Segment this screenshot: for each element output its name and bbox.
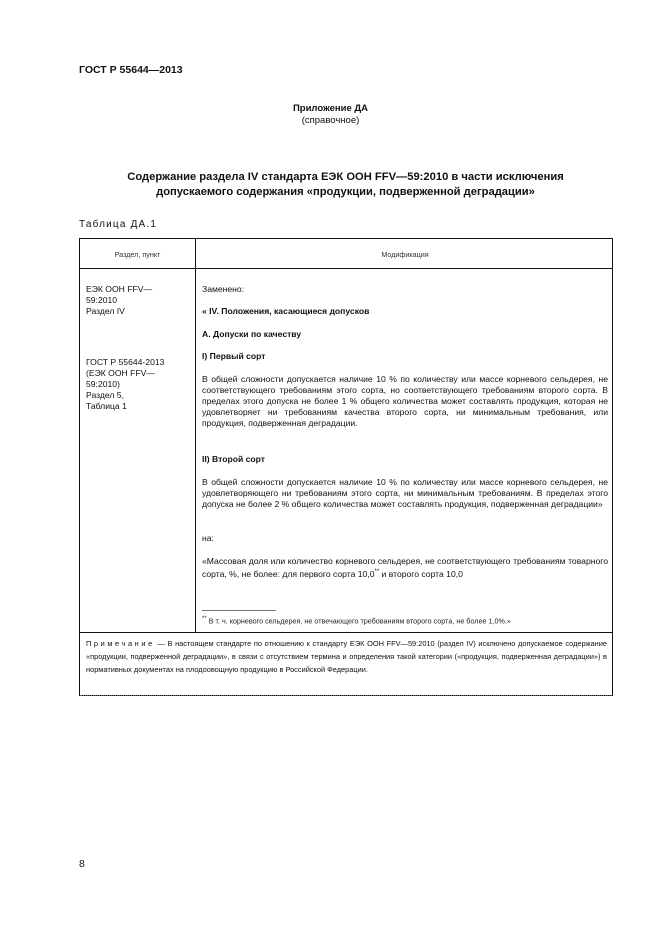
page-number: 8 bbox=[79, 858, 85, 870]
note-divider bbox=[80, 632, 612, 633]
section-ref-line: 59:2010) bbox=[86, 379, 120, 389]
grade1-paragraph: В общей сложности допускается наличие 10 % по количеству или массе корневого сельдерея, не соответствующего требованиям этого сорта, но соответствующего требованиям второго сорта. В пределах этого допуска не более 1 % общего количества может составлять продукция, которая не удовлетворяет ни требованиям качества второго сорта, ни минимальным требования, или продукция, подверженная деградации. bbox=[202, 374, 608, 429]
table-caption: Таблица ДА.1 bbox=[79, 219, 158, 230]
footnote-text: В т. ч. корневого сельдерея, не отвечающего требованиям второго сорта, не более 1,0%.» bbox=[208, 616, 511, 626]
grade1-heading: I) Первый сорт bbox=[202, 351, 266, 361]
section-ref-gost bbox=[86, 357, 190, 412]
footnote-marker: ** bbox=[202, 616, 207, 622]
new-text-part2: и второго сорта 10,0 bbox=[379, 568, 463, 579]
section-ref-line: Таблица 1 bbox=[86, 401, 127, 411]
column-header-section: Раздел, пункт bbox=[114, 250, 161, 259]
on-label: на: bbox=[202, 533, 214, 543]
header-divider bbox=[80, 268, 612, 269]
appendix-subtitle: (справочное) bbox=[301, 115, 360, 126]
footnote-marker: ** bbox=[374, 569, 380, 576]
main-title-line1: Содержание раздела IV стандарта ЕЭК ООН FFV—59:2010 в части исключения bbox=[127, 171, 564, 183]
grade2-heading: II) Второй сорт bbox=[202, 454, 266, 464]
replaced-label: Заменено: bbox=[202, 284, 245, 294]
document-header: ГОСТ Р 55644—2013 bbox=[79, 64, 183, 76]
note-text: — В настоящем стандарте по отношению к стандарту ЕЭК ООН FFV—59:2010 (раздел IV) исключено допускаемое содержание «продукции, подверженной деградации», в связи с отсутствием термина и определения такой категории («продукция, подверженная деградации») в нормативных документах на плодоовощную продукцию в Российской Федерации. bbox=[86, 639, 607, 674]
section-ref-line: Раздел IV bbox=[86, 306, 125, 316]
section-ref-line: Раздел 5, bbox=[86, 390, 124, 400]
table-note bbox=[86, 637, 607, 676]
column-divider bbox=[195, 239, 196, 632]
section-ref-unece bbox=[86, 284, 190, 317]
appendix-title: Приложение ДА bbox=[292, 103, 369, 114]
section-ref-line: ГОСТ Р 55644-2013 bbox=[86, 357, 165, 367]
new-text-paragraph bbox=[202, 556, 608, 580]
footnote bbox=[202, 616, 511, 625]
note-label: Примечание bbox=[86, 639, 155, 648]
main-title bbox=[78, 170, 613, 200]
section-ref-line: (ЕЭК ООН FFV— bbox=[86, 368, 155, 378]
appendix-heading bbox=[0, 103, 661, 127]
section-heading: « IV. Положения, касающиеся допусков bbox=[202, 306, 370, 316]
section-ref-line: 59:2010 bbox=[86, 295, 118, 305]
column-header-modification: Модификация bbox=[381, 250, 429, 259]
section-ref-line: ЕЭК ООН FFV— bbox=[86, 284, 153, 294]
footnote-separator bbox=[202, 610, 276, 611]
main-title-line2: допускаемого содержания «продукции, подверженной деградации» bbox=[156, 186, 535, 198]
grade2-paragraph: В общей сложности допускается наличие 10 % по количеству или массе корневого сельдерея, не удовлетворяющего ни требованиям этого сорта, ни минимальным требованиям. В пределах этого допуска не более 2 % общего количества может составлять продукция, подверженная деградации» bbox=[202, 477, 608, 510]
new-text-part1: «Массовая доля или количество корневого сельдерея, не соответствующего требованиям товарного сорта, %, не более: для первого сорта 10,0 bbox=[202, 556, 608, 579]
bottom-dotted-line bbox=[80, 695, 612, 696]
modification-table bbox=[79, 238, 613, 696]
subheading-quality: А. Допуски по качеству bbox=[202, 329, 302, 339]
